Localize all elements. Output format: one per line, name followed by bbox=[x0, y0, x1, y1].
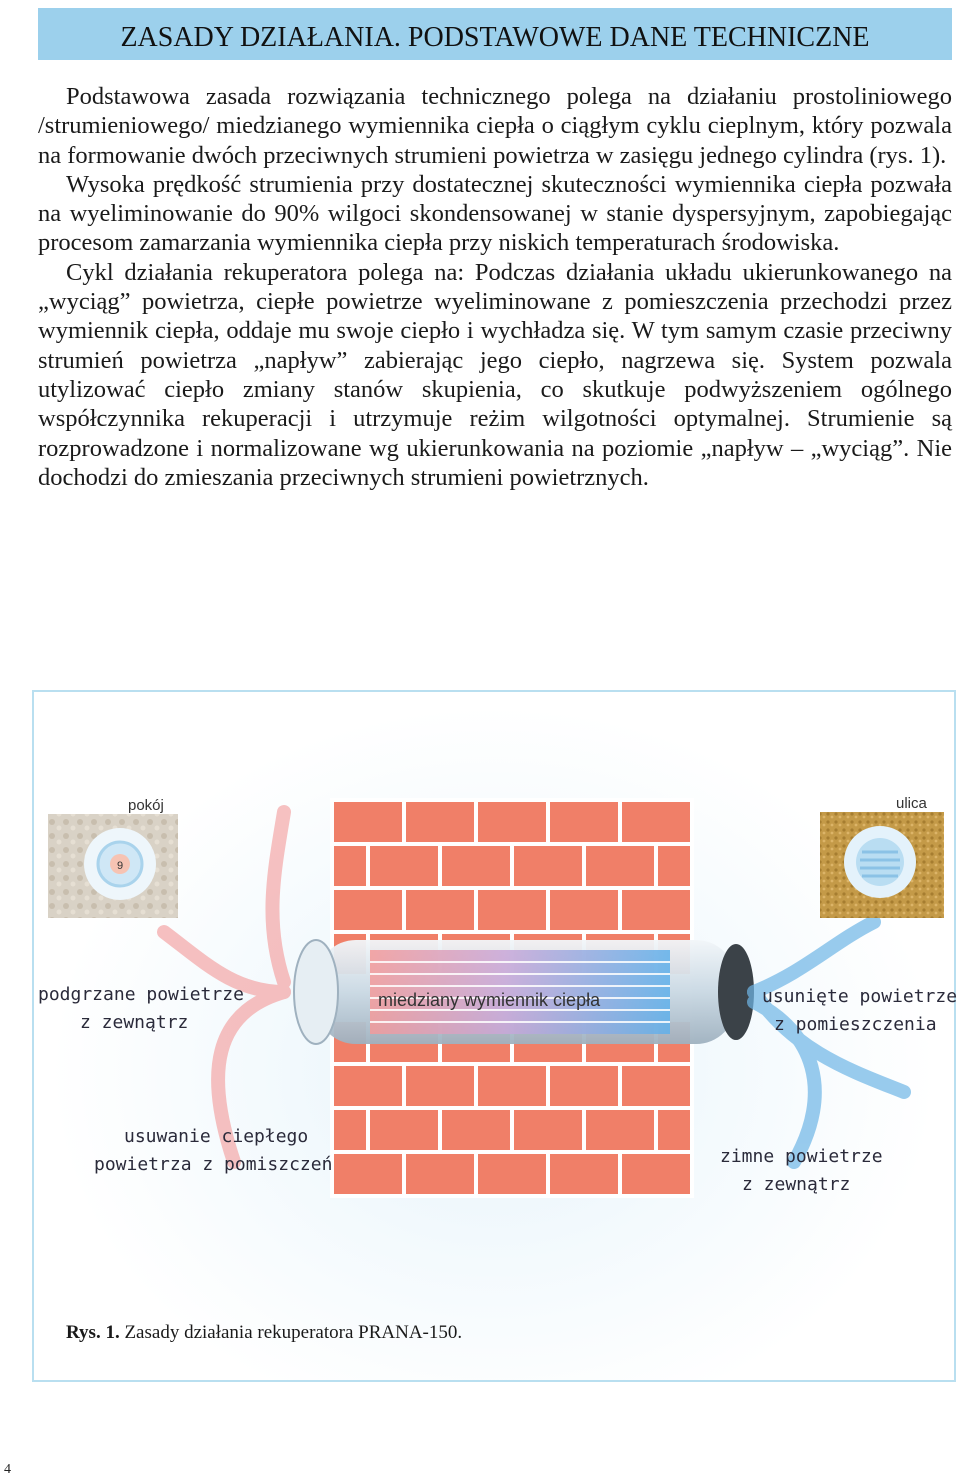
label-removed-line1: usunięte powietrze bbox=[762, 986, 958, 1007]
caption-text: Zasady działania rekuperatora PRANA-150. bbox=[124, 1322, 463, 1343]
paragraph-principle: Podstawowa zasada rozwiązania technicznego polega na działaniu prostoliniowego /strumieniowego/ miedzianego wymiennika ciepła o ciągłym cyklu cieplnym, który pozwala na formowanie dwóch przeciwnych strumieni powietrza w zasięgu jednego cylindra (rys. 1). bbox=[38, 83, 952, 169]
street-panel bbox=[820, 812, 944, 918]
room-panel bbox=[48, 814, 178, 918]
label-cold-line2: z zewnątrz bbox=[742, 1174, 851, 1195]
section-header-bar bbox=[38, 8, 952, 60]
recuperator-diagram bbox=[34, 692, 958, 1384]
paragraph-cycle: Cykl działania rekuperatora polega na: Podczas działania układu ukierunkowanego na „wyciąg” powietrza, ciepłe powietrze wyeliminowane z pomieszczenia przechodzi przez wymiennik ciepła, oddaje mu swoje ciepło i wychładza się. W tym samym czasie przeciwny strumień powietrza „napływ” zabierając jego ciepło, nagrzewa się. System pozwala utylizować ciepło zmiany stanów skupienia, co skutkuje podwyższeniem ogólnego współczynnika rekuperacji i utrzymuje reżim wilgotności optymalnej. Strumienie są rozprowadzone i normalizowane wg ukierunkowania na poziomie „napływ – „wyciąg”. Nie dochodzi do zmieszania przeciwnych strumieni powietrznych. bbox=[38, 258, 952, 491]
figure-caption bbox=[66, 1322, 462, 1344]
figure-frame bbox=[32, 690, 956, 1382]
label-heated-line2: z zewnątrz bbox=[80, 1012, 189, 1033]
label-removed-line2: z pomieszczenia bbox=[774, 1014, 937, 1035]
label-warm-line2: powietrza z pomiszczeń bbox=[94, 1154, 333, 1175]
caption-label: Rys. 1. bbox=[66, 1322, 120, 1343]
vent-mark: 9 bbox=[116, 860, 124, 872]
section-title: ZASADY DZIAŁANIA. PODSTAWOWE DANE TECHNICZNE bbox=[120, 22, 870, 53]
label-cold-line1: zimne powietrze bbox=[720, 1146, 883, 1167]
paragraph-velocity: Wysoka prędkość strumienia przy dostatecznej skuteczności wymiennika ciepła pozwała na wyeliminowanie do 90% wilgoci skondensowanej w stanie dyspersyjnym, zapobiegając procesom zamarzania wymiennika ciepła przy niskich temperaturach środowiska. bbox=[38, 170, 952, 257]
label-warm-line1: usuwanie ciepłego bbox=[124, 1126, 309, 1147]
page-number: 4 bbox=[4, 1462, 11, 1477]
label-room: pokój bbox=[128, 797, 164, 814]
cold-air-flows bbox=[754, 922, 904, 1162]
label-street: ulica bbox=[896, 795, 927, 812]
label-exchanger: miedziany wymiennik ciepła bbox=[378, 990, 601, 1010]
label-heated-line1: podgrzane powietrze bbox=[38, 984, 244, 1005]
body-text bbox=[38, 82, 952, 492]
